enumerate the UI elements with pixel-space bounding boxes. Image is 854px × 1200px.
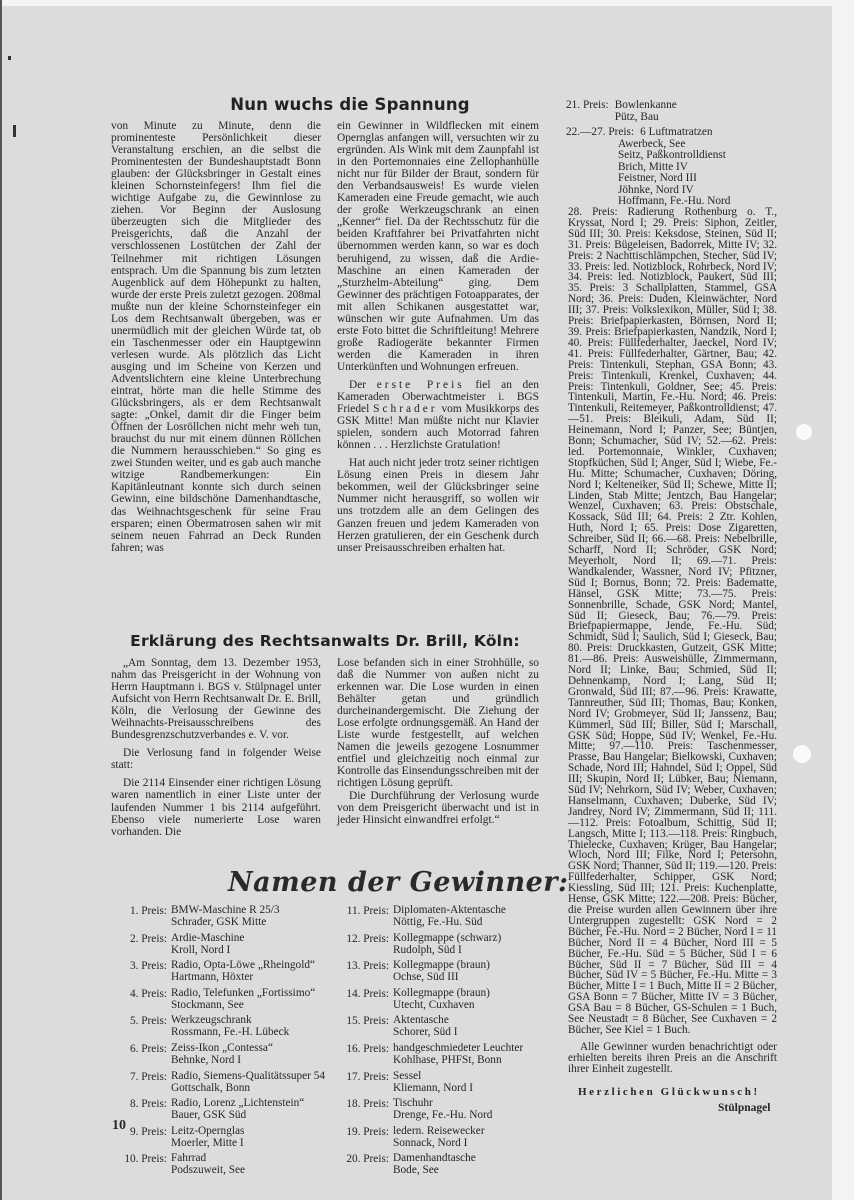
winner-entry: 10. Preis: Fahrrad Podszuweit, See bbox=[124, 1152, 246, 1177]
winners-paragraph: 28. Preis: Radierung Rothenburg o. T., Kryssat, Nord I; 29. Preis: Siphon, Zeitler, Süd III; 30. Preis: Keksdose, Steinen, Süd II; 31. Preis: Bügeleisen, Badorrek, Mitte IV; 32. Preis: 2 Nachttischlämpchen, Stecher, Süd IV; 33. Preis: led. Notizblock, Rohrbeck, Nord IV; 34. Preis: led. Notizblock, Paukert, Süd III; 35. Preis: 3 Schallplatten, Stammel, GSA Nord; 36. Preis: Duden, Kleinwächter, Nord III; 37. Preis: Volkslexikon, Müller, Süd I; 38. Preis: Briefpapierkasten, Börnsen, Nord II; 39. Preis: Briefpapierkasten, Nandzik, Nord I; 40. Preis: Füllfederhalter, Jaeckel, Nord IV; 41. Preis: Füllfederhalter, Gärtner, Bau; 42. Preis: Tintenkuli, Stephan, GSA Bonn; 43. Preis: Tintenkuli, Krenkel, Cuxhaven; 44. Preis: Tintenkuli, Goldner, See; 45. Preis: Tintenkuli, Martin, Fe.-Hu. Nord; 46. Preis: Tintenkuli, Reitemeyer, Paßkontrolldienst; 47.—51. Preis: Bleikuli, Adam, Süd II; Heinemann, Nord I; Panzer, See; Büntjen, Bonn; Schumacher, Süd IV; 52.—62. Preis: led. Portemonnaie, Winkler, Cuxhaven; Stopfküchen, Süd I; Anger, Süd I; Wiebe, Fe.-Hu. Mitte; Schumacher, Cuxhaven; Döring, Nord I; Kelteneiker, Süd II; Schewe, Mitte II; Linden, Stab Mitte; Jentzch, Bau Hangelar; Wenzel, Cuxhaven; 63. Preis: Obstschale, Kossack, Süd III; 64. Preis: 2 Ztr. Kohlen, Huth, Nord I; 65. Preis: Dose Zigaretten, Schreiber, Süd II; 66.—68. Preis: Nebelbrille, Scharff, Nord II; Schröder, GSK Nord; Meyerholt, Nord II; 69.—71. Preis: Wandkalender, Wassner, Nord IV; Pfitzner, Süd I; Bornus, Bonn; 72. Preis: Badematte, Hänsel, GSK Mitte; 73.—75. Preis: Sonnenbrille, Schade, GSK Nord; Mantel, Süd II; Gieseck, Bau; 76.—79. Preis: Briefpapiermappe, Jende, Fe.-Hu. Süd; Schmidt, Süd I; Saulich, Süd I; Gieseck, Bau; 80. Preis: Druckkasten, Gutzeit, GSK Mitte; 81.—86. Preis: Ausweishülle, Zimmermann, Nord II; Linke, Bau; Schmied, Süd II; Dehnenkamp, Nord I; Lang, Süd II; Gronwald, Süd III; 87.—96. Preis: Krawatte, Tannreuther, Süd III; Thomas, Bau; Konken, Nord IV; Grobmeyer, Süd II; Janssenz, Bau; Kümmerl, Süd III; Biller, Süd I; Marschall, GSK Süd; Hoppe, Süd IV; Wenkel, Fe.-Hu. Mitte; 97.—110. Preis: Taschenmesser, Prasse, Bau Hangelar; Bielkowski, Cuxhaven; Schade, Nord III; Hahndel, Süd I; Oppel, Süd III; Skupin, Nord II; Lübker, Bau; Niemann, Süd IV; Nehrkorn, Süd IV; Weber, Cuxhaven; Hanselmann, Cuxhaven; Duberke, Süd IV; Jandrey, Nord IV; Zimmermann, Süd II; 111.—112. Preis: Fotoalbum, Schittig, Süd II; Langsch, Mitte I; 113.—118. Preis: Ringbuch, Thielecke, Cuxhaven; Krüger, Bau Hangelar; Wloch, Nord III; Filke, Nord I; Petersohn, GSK Nord; Thanner, Süd II; 119.—120. Preis: Füllfederhalter, Schipper, GSK Nord; Kiessling, Süd III; 121. Preis: Kuchenplatte, Hense, GSK Mitte; 122.—208. Preis: Bücher, die Preise wurden allen Gewinnern über ihre Untergruppen zugestellt: GSK Nord = 2 Bücher, Fe.-Hu. Nord = 2 Bücher, Nord I = 11 Bücher, Nord II = 4 Bücher, Nord III = 5 Bücher, Fe.-Hu. Süd = 5 Bücher, Süd I = 6 Bücher, Süd II = 7 Bücher, Süd III = 4 Bücher, Süd IV = 5 Bücher, Fe.-Hu. Mitte = 3 Bücher, Mitte I = 1 Buch, Mitte II = 2 Bücher, GSA Bonn = 7 Bücher, Mitte IV = 3 Bücher, GSA Bau = 8 Bücher, GS-Schulen = 1 Buch, See Neustadt = 8 Bücher, See Cuxhaven = 2 Bücher, See Kiel = 1 Buch. bbox=[568, 206, 777, 1036]
article2-paragraph: „Am Sonntag, dem 13. Dezember 1953, nahm das Preisgericht in der Wohnung von Herrn Hauptmann i. BGS v. Stülpnagel unter Aufsicht von Herrn Rechtsanwalt Dr. E. Brill, Köln, die Verlosung der Gewinne des Weihnachts-Preisausschreibens des Bundesgrenzschutzverbandes e. V. vor. bbox=[111, 657, 321, 742]
winner-entry: 17. Preis: Sessel Kliemann, Nord I bbox=[346, 1069, 473, 1094]
article1-column-2 bbox=[337, 120, 539, 554]
article2-paragraph: Die Durchführung der Verlosung wurde von dem Preisgericht überwacht und ist in jeder Hinsicht einwandfrei erfolgt.“ bbox=[337, 789, 539, 826]
closing-paragraph: Alle Gewinner wurden benachrichtigt oder erhielten bereits ihren Preis an die Anschrift ihrer Einheit zugestellt. bbox=[568, 1040, 777, 1075]
winner-entry: 21. Preis: Bowlenkanne Pütz, Bau bbox=[566, 99, 677, 123]
emphasis-erste-preis: erste Preis bbox=[376, 378, 465, 391]
scan-speck bbox=[793, 745, 811, 763]
winner-entry: 11. Preis: Diplomaten-Aktentasche Nöttig, Fe.-Hu. Süd bbox=[346, 904, 506, 928]
article1-column-1 bbox=[111, 120, 321, 554]
winners-list-left bbox=[103, 904, 333, 1180]
article1-paragraph: von Minute zu Minute, denn die prominenteste Persönlichkeit dieser Veranstaltung erschien, an die selbst die Prominentesten der Bundeshauptstadt Bonn glauben: der Glücksbringer in Gestalt eines kleinen Schornsteinfegers! Ihm fiel die wichtige Aufgabe zu, die Gewinnlose zu ziehen. Vor Beginn der Auslosung überzeugten sich die Mitglieder des Preisgerichts, daß die Anzahl der verschlossenen Lostütchen der Zahl der Teilnehmer mit richtigen Lösungen entsprach. Um die Spannung bis zum letzten Augenblick auf dem Höhepunkt zu halten, wurde der erste Preis zuletzt gezogen. 208mal mußte nun der kleine Schornsteinfeger ein Los dem Rechtsanwalt übergeben, was er unermüdlich mit der gleichen Würde tat, ob ein Taschenmesser oder ein Hauptgewinn verlesen wurde. Als plötzlich das Licht ausging und im Scheine von Kerzen und Adventslichtern eine kleine Unterbrechung eintrat, hörte man die helle Stimme des Glücksbringers, als er dem Rechtsanwalt sagte: „Onkel, damit dir die Finger beim Öffnen der Losröllchen nicht mehr weh tun, brauchst du nur mit einem dünnen Röllchen die Nummern herausschieben.“ So ging es zwei Stunden weiter, und es gab auch manche witzige Randbemerkungen: Ein Kapitänleutnant konnte sich durch seinen Gewinn, eine bildschöne Damenhandtasche, das Weihnachtsgeschenk für seine Frau ersparen; einen Obermatrosen sahen wir mit seinem neuen Fahrrad an Deck Runden fahren; was bbox=[111, 120, 321, 554]
winner-entry: 20. Preis: Damenhandtasche Bode, See bbox=[346, 1152, 476, 1177]
winners-title: Namen der Gewinner: bbox=[228, 867, 569, 898]
signature: Stülpnagel bbox=[718, 1102, 771, 1114]
winner-entry: 1. Preis: BMW-Maschine R 25/3 Schrader, GSK Mitte bbox=[129, 904, 280, 928]
winner-names: Awerbeck, See Seitz, Paßkontrolldienst Brich, Mitte IV Feistner, Nord III Jöhnke, Nord IV Hoffmann, Fe.-Hu. Nord bbox=[618, 137, 731, 207]
article1-paragraph: Hat auch nicht jeder trotz seiner richtigen Lösung einen Preis in diesem Jahr bekommen, weil der Glücksbringer seine Nummer nicht herausgriff, so wollen wir uns trotzdem alle an dem Gelingen des Ganzen freuen und jedem Kameraden von Herzen gratulieren, der ein Geschenk durch unser Preisausschreiben erhalten hat. bbox=[337, 457, 539, 554]
winner-entry: 9. Preis: Leitz-Opernglas Moerler, Mitte I bbox=[129, 1124, 245, 1149]
winner-entry: 5. Preis: Werkzeugschrank Rossmann, Fe.-H. Lübeck bbox=[129, 1014, 290, 1039]
winner-entry: 16. Preis: handgeschmiedeter Leuchter Kohlhase, PHFSt, Bonn bbox=[346, 1041, 524, 1066]
article2-paragraph: Die 2114 Einsender einer richtigen Lösung waren namentlich in einer Liste unter der laufenden Nummer 1 bis 2114 aufgeführt. Ebenso viele numerierte Lose waren vorhanden. Die bbox=[111, 777, 321, 838]
article1-first-prize-paragraph: Der erste Preis fiel an den Kameraden Oberwachtmeister i. BGS Friedel Schrader vom Musikkorps des GSK Mitte! Man müßte nicht nur Klavier spielen, sondern auch Motorrad fahren können . . . Herzlichste Gratulation! bbox=[337, 378, 539, 452]
winner-entry: 14. Preis: Kollegmappe (braun) Utecht, Cuxhaven bbox=[346, 986, 490, 1011]
page-number: 10 bbox=[112, 1118, 126, 1133]
winner-entry: 7. Preis: Radio, Siemens-Qualitätssuper 54 Gottschalk, Bonn bbox=[129, 1069, 326, 1094]
greeting: Herzlichen Glückwunsch! bbox=[578, 1086, 760, 1098]
scan-mark bbox=[8, 56, 11, 60]
winners-list-middle bbox=[325, 904, 555, 1180]
article2-column-2 bbox=[337, 657, 539, 826]
winner-entry: 13. Preis: Kollegmappe (braun) Ochse, Süd III bbox=[346, 959, 490, 984]
winner-entry: 15. Preis: Aktentasche Schorer, Süd I bbox=[346, 1014, 458, 1039]
article2-column-1 bbox=[111, 657, 321, 838]
article2-paragraph: Lose befanden sich in einer Strohhülle, so daß die Nummer von außen nicht zu erkennen war. Die Lose wurden in einen Behälter getan und gründlich durcheinandergemischt. Die Ziehung der Lose erfolgte ordnungsgemäß. An Hand der Liste wurde festgestellt, auf welchen Namen die jeweils gezogene Losnummer entfiel und gleichzeitig noch einmal zur Kontrolle das Einsendungsschreiben mit der richtigen Lösung geprüft. bbox=[337, 657, 539, 790]
scan-speck bbox=[796, 424, 812, 440]
winner-entry: 8. Preis: Radio, Lorenz „Lichtenstein“ Bauer, GSK Süd bbox=[129, 1097, 305, 1122]
winner-entry: 18. Preis: Tischuhr Drenge, Fe.-Hu. Nord bbox=[346, 1097, 493, 1122]
winners-running-text bbox=[568, 207, 777, 1075]
emphasis-schrader: Schrader bbox=[373, 403, 438, 416]
winners-list-right bbox=[566, 100, 796, 208]
article-title: Nun wuchs die Spannung bbox=[230, 95, 470, 114]
winner-entry: 6. Preis: Zeiss-Ikon „Contessa“ Behnke, Nord I bbox=[129, 1041, 273, 1066]
article-title: Erklärung des Rechtsanwalts Dr. Brill, Köln: bbox=[130, 632, 520, 650]
article2-paragraph: Die Verlosung fand in folgender Weise statt: bbox=[111, 747, 321, 772]
winner-entry: 4. Preis: Radio, Telefunken „Fortissimo“ Stockmann, See bbox=[129, 986, 316, 1011]
article1-paragraph: ein Gewinner in Wildflecken mit einem Opernglas anfangen will, versuchten wir zu ergründen. Als Wink mit dem Zaunpfahl ist in den Portemonnaies eine Zellophanhülle nicht nur für Bilder der Braut, sondern für den Verbandsausweis! Es wurde vielen Kameraden eine Freude gemacht, wie auch der große Werkzeugschrank an einen „Kenner“ fiel. Da der Rechtsschutz für die beiden Kraftfahrer bei Privatfahrten nicht übernommen werden kann, so war es doch beruhigend, zu wissen, daß die Ardie-Maschine an einen Kameraden der „Sturzhelm-Abteilung“ ging. Dem Gewinner des prächtigen Fotoapparates, der mit allen Schikanen ausgestattet war, wünschen wir gute Aufnahmen. Um das erste Foto bittet die Schriftleitung! Mehrere große Radiogeräte bekannter Firmen werden die Kameraden in ihren Unterkünften und Wohnungen erfreuen. bbox=[337, 120, 539, 373]
winner-entry: 22.—27. Preis: 6 Luftmatratzen bbox=[566, 126, 713, 138]
scan-mark bbox=[13, 125, 16, 137]
winner-entry: 3. Preis: Radio, Opta-Löwe „Rheingold“ Hartmann, Höxter bbox=[129, 959, 315, 984]
winner-entry: 12. Preis: Kollegmappe (schwarz) Rudolph, Süd I bbox=[346, 931, 502, 956]
winner-entry: 2. Preis: Ardie-Maschine Kroll, Nord I bbox=[129, 931, 245, 956]
winner-entry: 19. Preis: ledern. Reisewecker Sonnack, Nord I bbox=[346, 1124, 485, 1149]
